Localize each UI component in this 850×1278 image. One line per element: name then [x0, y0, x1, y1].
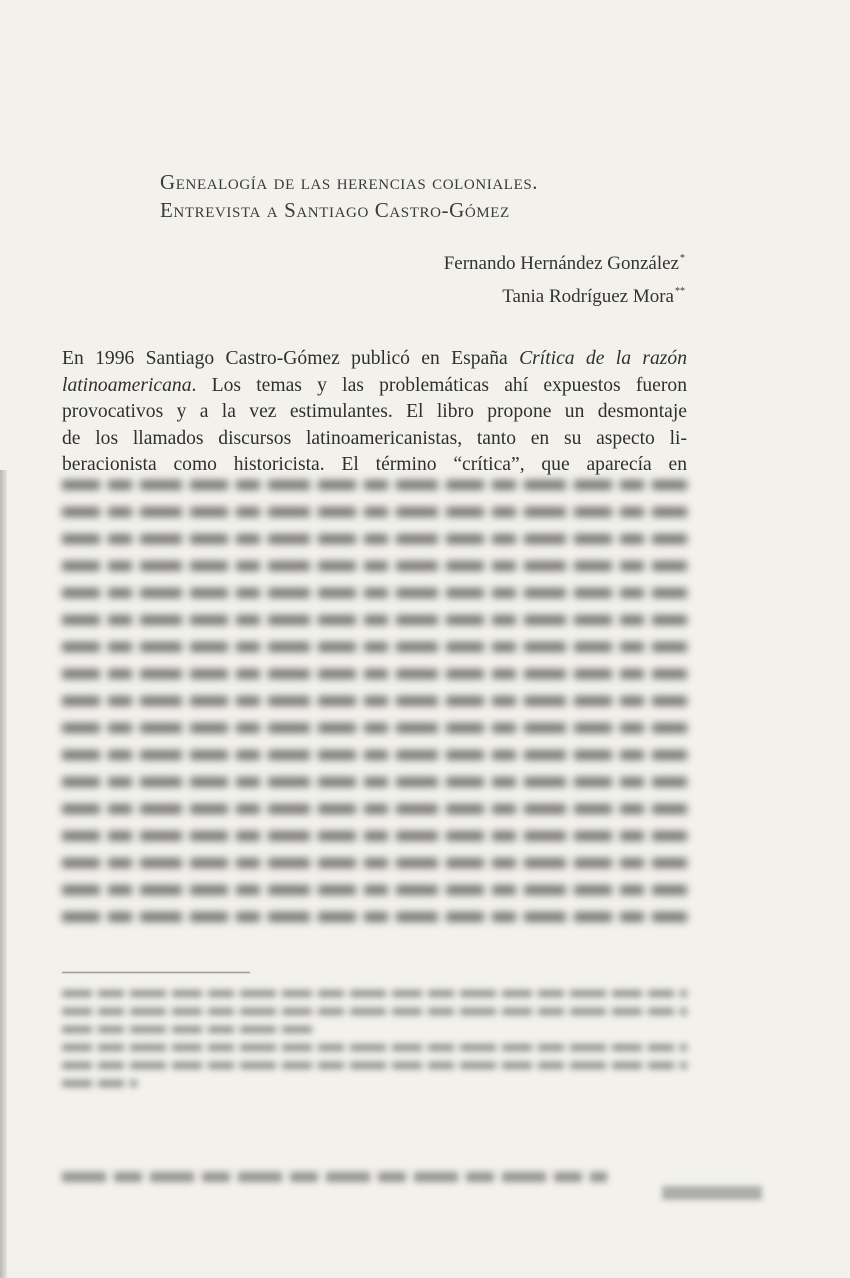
blurred-line — [62, 669, 687, 679]
blurred-line — [62, 561, 687, 571]
blurred-line — [62, 480, 687, 490]
blurred-line — [62, 750, 687, 760]
body-line-2 — [62, 373, 687, 400]
blurred-footnote-line — [62, 1008, 687, 1015]
body-line-1-text: En 1996 Santiago Castro-Gómez publicó en España — [62, 348, 520, 369]
blurred-footnote-line — [62, 1044, 687, 1051]
blurred-line — [62, 588, 687, 598]
body-line-4: de los llamados discursos latinoamericanistas, tanto en su aspecto li- — [62, 427, 687, 449]
blurred-line — [62, 534, 687, 544]
title-line-2: Entrevista a Santiago Castro-Gómez — [160, 198, 510, 222]
book-title-part-2: latinoamericana — [62, 374, 192, 396]
author-2 — [444, 278, 685, 311]
body-line-2-text: . Los temas y las problemáticas ahí expuestos fueron — [191, 374, 687, 396]
author-2-footnote-mark: ** — [675, 286, 685, 297]
footnote-divider — [62, 972, 250, 973]
page-edge-shadow — [0, 470, 7, 1278]
book-title-part-1: Crítica de la razón — [519, 348, 687, 369]
blurred-footnotes — [62, 990, 687, 1098]
blurred-line — [62, 804, 687, 814]
author-1 — [444, 245, 685, 278]
body-line-5: beracionista como historicista. El término “crítica”, que aparecía en — [62, 454, 687, 475]
blurred-line — [62, 858, 687, 868]
blurred-footnote-line — [62, 990, 687, 997]
blurred-line — [62, 723, 687, 733]
article-title — [160, 168, 538, 224]
title-line-1: Genealogía de las herencias coloniales. — [160, 170, 539, 194]
blurred-line — [62, 615, 687, 625]
blurred-line — [62, 696, 687, 706]
author-1-footnote-mark: * — [680, 253, 685, 264]
blurred-footnote-line — [62, 1080, 137, 1087]
blurred-line — [62, 912, 687, 922]
author-list — [444, 245, 685, 311]
blurred-footnote-line — [62, 1062, 687, 1069]
blurred-line — [62, 831, 687, 841]
author-2-name: Tania Rodríguez Mora — [502, 286, 674, 307]
blurred-line — [62, 777, 687, 787]
author-1-name: Fernando Hernández González — [443, 253, 679, 274]
blurred-body-text — [62, 480, 687, 939]
article-body — [62, 346, 687, 479]
blurred-journal-footer — [62, 1172, 607, 1182]
blurred-line — [62, 642, 687, 652]
blurred-page-number — [662, 1186, 762, 1200]
body-line-3: provocativos y a la vez estimulantes. El libro propone un desmontaje — [62, 401, 687, 422]
blurred-line — [62, 885, 687, 895]
blurred-line — [62, 507, 687, 517]
body-line-1 — [62, 346, 687, 373]
blurred-footnote-line — [62, 1026, 312, 1033]
